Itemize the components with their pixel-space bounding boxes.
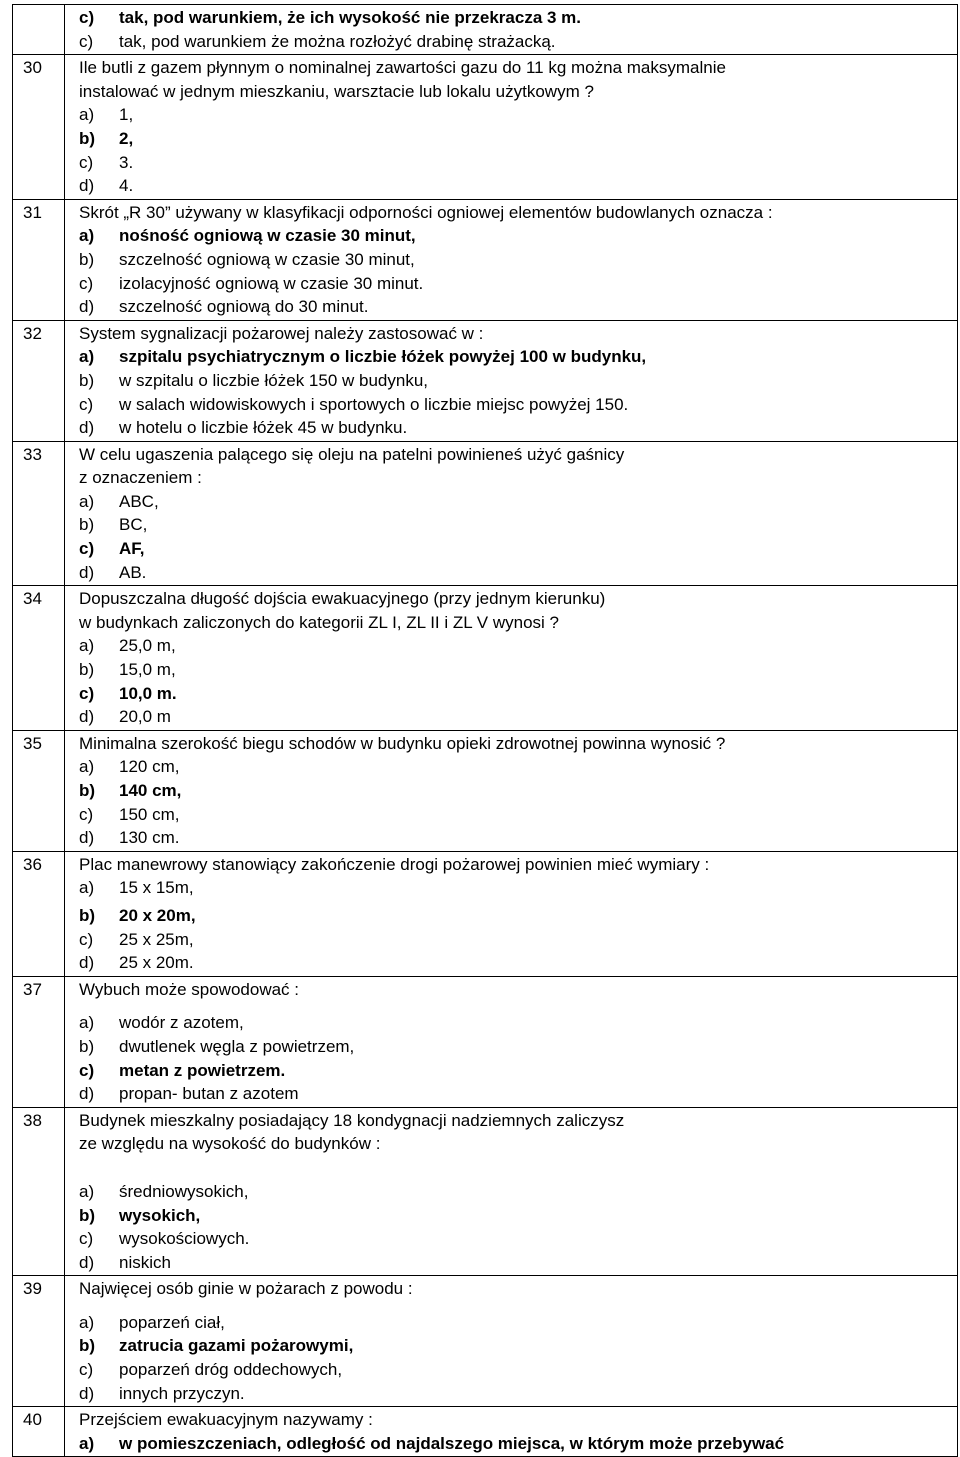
question-text-line: Wybuch może spowodować :: [79, 979, 300, 999]
answer-letter: c): [79, 31, 94, 51]
answer-letter: b): [79, 781, 96, 800]
question-text-line: W celu ugaszenia palącego się oleju na patelni powinieneś użyć gaśnicy: [79, 444, 625, 464]
answer-text: BC,: [119, 515, 148, 535]
answer-letter: a): [79, 757, 95, 777]
answer-letter: d): [79, 297, 95, 317]
answer-text: w szpitalu o liczbie łóżek 150 w budynku,: [119, 370, 428, 390]
answer-letter: a): [79, 226, 95, 246]
answer-option: [79, 1082, 953, 1106]
question-number: 39: [13, 1276, 65, 1407]
question-body-cell: [65, 730, 958, 851]
answer-letter: b): [79, 1036, 95, 1056]
answer-text: 130 cm.: [119, 828, 180, 848]
question-text-line: Minimalna szerokość biegu schodów w budynku opieki zdrowotnej powinna wynosić ?: [79, 733, 726, 753]
answer-letter: d): [79, 1383, 95, 1403]
answer-option: [79, 634, 953, 658]
answer-text: szczelność ogniową do 30 minut.: [119, 297, 369, 317]
answer-letter: a): [79, 1433, 95, 1453]
answer-option: [79, 30, 953, 54]
question-number: 30: [13, 55, 65, 200]
answer-letter: b): [79, 1336, 96, 1356]
answer-text: 10,0 m.: [119, 683, 177, 703]
question-number: 37: [13, 976, 65, 1107]
answer-letter: d): [79, 953, 95, 973]
answer-letter: c): [79, 539, 95, 559]
answer-option: [79, 779, 953, 803]
answer-option: [79, 1358, 953, 1382]
question-text-line: Przejściem ewakuacyjnym nazywamy :: [79, 1410, 373, 1430]
answer-option: [79, 1204, 953, 1228]
answer-text: ABC,: [119, 491, 159, 511]
answer-option: [79, 826, 953, 850]
question-body-cell: [65, 1107, 958, 1276]
answer-option: [79, 1251, 953, 1275]
question-row: [13, 1407, 958, 1457]
answer-text: innych przyczyn.: [119, 1383, 245, 1403]
answer-letter: a): [79, 491, 95, 511]
answer-letter: d): [79, 176, 95, 196]
answer-option: [79, 1311, 953, 1335]
question-row-continued: [13, 5, 958, 55]
answer-letter: a): [79, 347, 95, 367]
answer-text: poparzeń ciał,: [119, 1312, 225, 1332]
answer-letter: c): [79, 1360, 94, 1380]
answer-text: wodór z azotem,: [119, 1013, 244, 1033]
answer-text: tak, pod warunkiem że można rozłożyć drabinę strażacką.: [119, 31, 556, 51]
question-row: [13, 55, 958, 200]
answer-text: w hotelu o liczbie łóżek 45 w budynku.: [119, 418, 408, 438]
answer-text: 20,0 m: [119, 707, 171, 727]
answer-option: [79, 705, 953, 729]
answer-text: 4.: [119, 176, 134, 196]
answer-text: wysokich,: [119, 1205, 201, 1225]
answer-option: [79, 755, 953, 779]
question-number: 32: [13, 320, 65, 441]
answer-text: 25 x 25m,: [119, 929, 194, 949]
answer-option: [79, 658, 953, 682]
answer-letter: a): [79, 636, 95, 656]
answer-letter: a): [79, 1013, 95, 1033]
question-text-line: w budynkach zaliczonych do kategorii ZL I, ZL II i ZL V wynosi ?: [79, 612, 559, 632]
answer-option: [79, 103, 953, 127]
answer-option: [79, 951, 953, 975]
answer-letter: b): [79, 249, 95, 269]
answer-letter: b): [79, 370, 95, 390]
question-text-line: Skrót „R 30” używany w klasyfikacji odporności ogniowej elementów budowlanych oznacza :: [79, 202, 773, 222]
answer-option: [79, 127, 953, 151]
answer-text: wysokościowych.: [119, 1229, 250, 1249]
answer-option: [79, 1382, 953, 1406]
question-number: 31: [13, 199, 65, 320]
answer-option: [79, 561, 953, 585]
answer-option: [79, 1035, 953, 1059]
answer-text: zatrucia gazami pożarowymi,: [119, 1336, 354, 1356]
question-row: [13, 1276, 958, 1407]
answer-letter: c): [79, 683, 95, 703]
answer-letter: a): [79, 1181, 95, 1201]
answer-option: [79, 1011, 953, 1035]
question-body-cell: [65, 5, 958, 55]
question-body-cell: [65, 1276, 958, 1407]
answer-option: [79, 803, 953, 827]
question-body-cell: [65, 586, 958, 731]
answer-option: [79, 876, 953, 900]
answer-option: [79, 1334, 953, 1358]
question-body-cell: [65, 851, 958, 976]
answer-option: [79, 151, 953, 175]
question-row: [13, 730, 958, 851]
question-row: [13, 586, 958, 731]
answer-text: 15,0 m,: [119, 660, 176, 680]
answer-option: [79, 369, 953, 393]
question-body-cell: [65, 199, 958, 320]
answer-letter: a): [79, 878, 95, 898]
question-number: 40: [13, 1407, 65, 1457]
question-number-cell: [13, 5, 65, 55]
question-text-line: Budynek mieszkalny posiadający 18 kondygnacji nadziemnych zaliczysz: [79, 1110, 625, 1130]
answer-letter: b): [79, 905, 96, 925]
answer-text: w pomieszczeniach, odległość od najdalszego miejsca, w którym może przebywać: [119, 1433, 785, 1453]
answer-text: dwutlenek węgla z powietrzem,: [119, 1036, 355, 1056]
question-text-line: instalować w jednym mieszkaniu, warsztacie lub lokalu użytkowym ?: [79, 81, 594, 101]
question-sheet: [12, 4, 958, 1457]
question-body-cell: [65, 1407, 958, 1457]
answer-letter: a): [79, 105, 95, 125]
answer-text: 3.: [119, 152, 134, 172]
answer-letter: b): [79, 515, 95, 535]
answer-option: [79, 490, 953, 514]
answer-text: AF,: [119, 539, 145, 559]
answer-letter: d): [79, 1252, 95, 1272]
question-row: [13, 199, 958, 320]
answer-text: w salach widowiskowych i sportowych o liczbie miejsc powyżej 150.: [119, 394, 629, 414]
answer-letter: d): [79, 418, 95, 438]
question-row: [13, 441, 958, 586]
question-row: [13, 976, 958, 1107]
answer-text: izolacyjność ogniową w czasie 30 minut.: [119, 273, 424, 293]
answer-text: poparzeń dróg oddechowych,: [119, 1360, 343, 1380]
answer-option: [79, 224, 953, 248]
question-body-cell: [65, 976, 958, 1107]
answer-letter: c): [79, 8, 95, 27]
question-text-line: System sygnalizacji pożarowej należy zastosować w :: [79, 323, 484, 343]
answer-option: [79, 416, 953, 440]
answer-letter: c): [79, 394, 94, 414]
answer-option: [79, 345, 953, 369]
answer-letter: b): [79, 128, 96, 148]
question-number: 36: [13, 851, 65, 976]
answer-option: [79, 1180, 953, 1204]
answer-text: 140 cm,: [119, 781, 182, 800]
answer-letter: b): [79, 1205, 96, 1225]
answer-option: [79, 6, 953, 30]
answer-text: AB.: [119, 562, 147, 582]
answer-text: 1,: [119, 105, 134, 125]
answer-letter: c): [79, 929, 94, 949]
answer-text: 150 cm,: [119, 804, 180, 824]
answer-text: szczelność ogniową w czasie 30 minut,: [119, 249, 415, 269]
question-row: [13, 320, 958, 441]
question-number: 34: [13, 586, 65, 731]
answer-letter: b): [79, 660, 95, 680]
question-body-cell: [65, 320, 958, 441]
answer-text: metan z powietrzem.: [119, 1060, 286, 1080]
answer-option: [79, 537, 953, 561]
answer-option: [79, 513, 953, 537]
question-number: 33: [13, 441, 65, 586]
answer-text: średniowysokich,: [119, 1181, 249, 1201]
question-body-cell: [65, 441, 958, 586]
answer-letter: c): [79, 273, 94, 293]
answer-letter: c): [79, 1229, 94, 1249]
question-text-line: Ile butli z gazem płynnym o nominalnej zawartości gazu do 11 kg można maksymalnie: [79, 58, 726, 78]
answer-option: [79, 682, 953, 706]
answer-letter: a): [79, 1312, 95, 1332]
answer-text: 120 cm,: [119, 757, 180, 777]
answer-option: [79, 272, 953, 296]
answer-text: szpitalu psychiatrycznym o liczbie łóżek powyżej 100 w budynku,: [119, 347, 647, 367]
answer-text: 15 x 15m,: [119, 878, 194, 898]
question-number: 35: [13, 730, 65, 851]
answer-text: propan- butan z azotem: [119, 1084, 299, 1104]
answer-option: [79, 295, 953, 319]
questions-table-body: [13, 5, 958, 1457]
question-text-line: ze względu na wysokość do budynków :: [79, 1134, 381, 1154]
question-text-line: Najwięcej osób ginie w pożarach z powodu :: [79, 1279, 413, 1299]
answer-option: [79, 1059, 953, 1083]
answer-letter: d): [79, 707, 95, 727]
answer-option: [79, 928, 953, 952]
answer-option: [79, 1432, 953, 1456]
answer-letter: c): [79, 152, 94, 172]
answer-text: 20 x 20m,: [119, 905, 196, 925]
answer-text: 25 x 20m.: [119, 953, 194, 973]
answer-letter: d): [79, 562, 95, 582]
questions-table: [12, 4, 958, 1457]
question-text-line: z oznaczeniem :: [79, 468, 202, 488]
answer-text: 25,0 m,: [119, 636, 176, 656]
answer-text: tak, pod warunkiem, że ich wysokość nie przekracza 3 m.: [119, 8, 582, 27]
question-row: [13, 1107, 958, 1276]
answer-text: nośność ogniową w czasie 30 minut,: [119, 226, 416, 246]
answer-text: niskich: [119, 1252, 171, 1272]
question-body-cell: [65, 55, 958, 200]
answer-option: [79, 248, 953, 272]
question-text-line: Dopuszczalna długość dojścia ewakuacyjnego (przy jednym kierunku): [79, 589, 606, 609]
answer-option: [79, 904, 953, 928]
answer-option: [79, 393, 953, 417]
answer-text: 2,: [119, 128, 134, 148]
answer-letter: c): [79, 1060, 95, 1080]
answer-letter: c): [79, 804, 94, 824]
answer-letter: d): [79, 1084, 95, 1104]
answer-option: [79, 174, 953, 198]
question-number: 38: [13, 1107, 65, 1276]
question-row: [13, 851, 958, 976]
answer-option: [79, 1227, 953, 1251]
answer-letter: d): [79, 828, 95, 848]
question-text-line: Plac manewrowy stanowiący zakończenie drogi pożarowej powinien mieć wymiary :: [79, 854, 710, 874]
